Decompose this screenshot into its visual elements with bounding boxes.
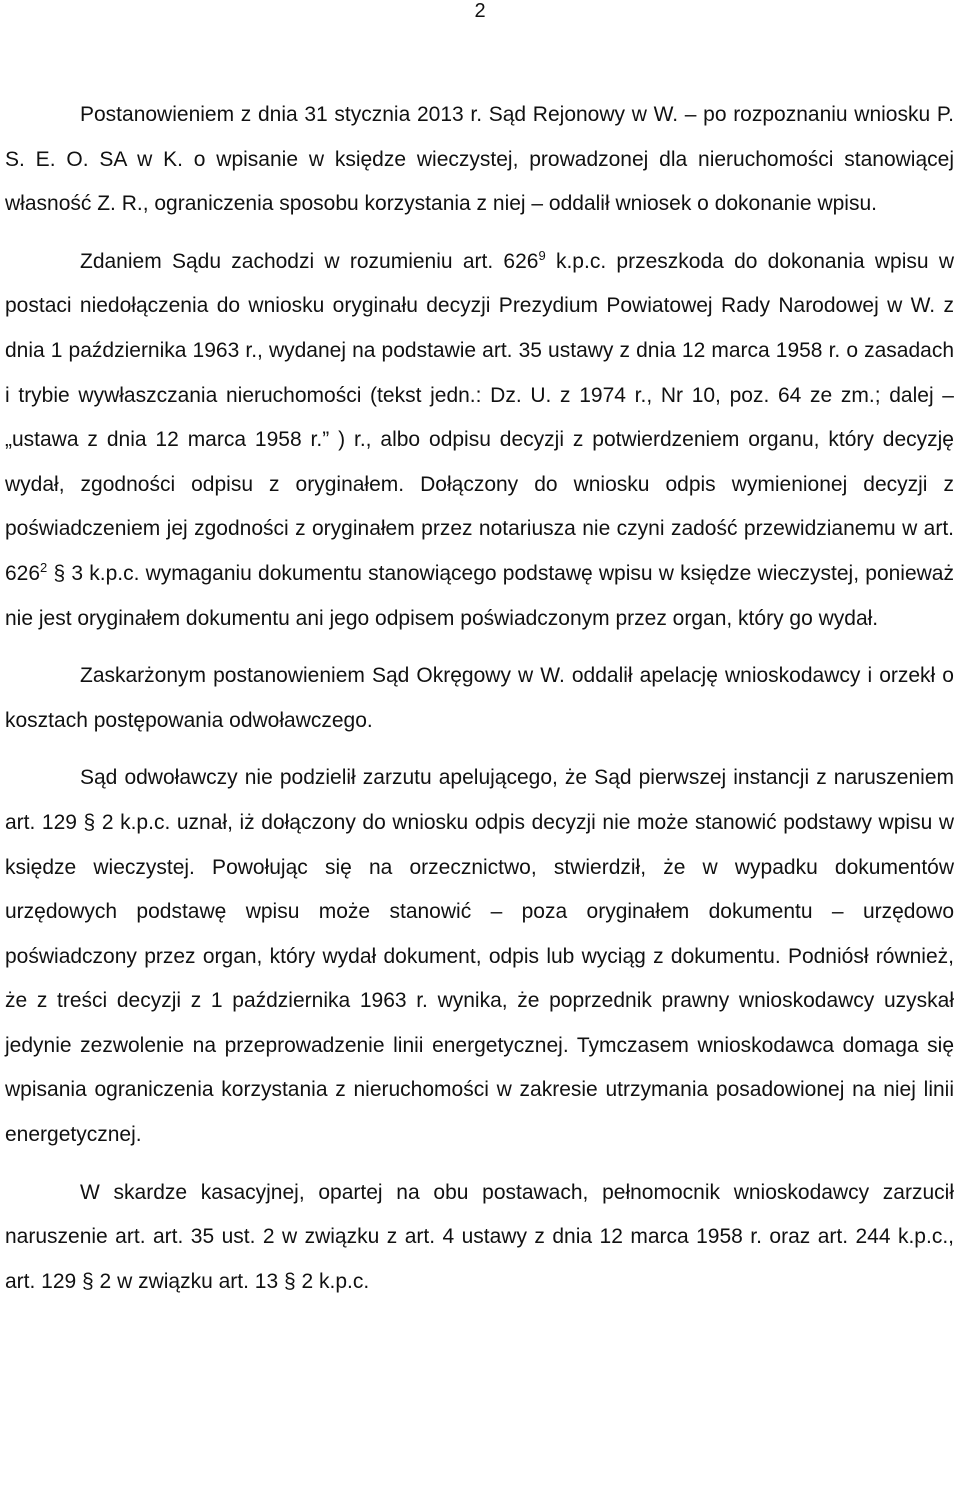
superscript-9: 9 [538,247,546,263]
superscript-2: 2 [40,559,48,575]
page-number: 2 [474,0,486,22]
paragraph-3: Zaskarżonym postanowieniem Sąd Okręgowy w W. oddalił apelację wnioskodawcy i orzekł o kosztach postępowania odwoławczego. [5,664,954,732]
paragraph-5: W skardze kasacyjnej, opartej na obu postawach, pełnomocnik wnioskodawcy zarzucił naruszenie art. art. 35 ust. 2 w związku z art. 4 ustawy z dnia 12 marca 1958 r. oraz art. 244 k.p.c., art. 129 § 2 w związku art. 13 § 2 k.p.c. [5,1180,954,1293]
paragraph-2-text-c: § 3 k.p.c. wymaganiu dokumentu stanowiącego podstawę wpisu w księdze wieczystej, ponieważ nie jest oryginałem dokumentu ani jego odpisem poświadczonym przez organ, który go wydał. [5,561,954,630]
document-body [5,93,954,1304]
paragraph-1: Postanowieniem z dnia 31 stycznia 2013 r. Sąd Rejonowy w W. – po rozpoznaniu wniosku P. S. E. O. SA w K. o wpisanie w księdze wieczystej, prowadzonej dla nieruchomości stanowiącej własność Z. R., ograniczenia sposobu korzystania z niej – oddalił wniosek o dokonanie wpisu. [5,103,954,216]
paragraph-2 [5,240,954,641]
paragraph-4: Sąd odwoławczy nie podzielił zarzutu apelującego, że Sąd pierwszej instancji z naruszeniem art. 129 § 2 k.p.c. uznał, iż dołączony do wniosku odpis decyzji nie może stanowić podstawy wpisu w księdze wieczystej. Powołując się na orzecznictwo, stwierdził, że w wypadku dokumentów urzędowych podstawę wpisu może stanowić – poza oryginałem dokumentu – urzędowo poświadczony przez organ, który wydał dokument, odpis lub wyciąg z dokumentu. Podniósł również, że z treści decyzji z 1 października 1963 r. wynika, że poprzednik prawny wnioskodawcy uzyskał jedynie zezwolenie na przeprowadzenie linii energetycznej. Tymczasem wnioskodawca domaga się wpisania ograniczenia korzystania z nieruchomości w zakresie utrzymania posadowionej na niej linii energetycznej. [5,766,954,1147]
paragraph-2-text-b: k.p.c. przeszkoda do dokonania wpisu w postaci niedołączenia do wniosku oryginału decyzji Prezydium Powiatowej Rady Narodowej w W. z dnia 1 października 1963 r., wydanej na podstawie art. 35 ustawy z dnia 12 marca 1958 r. o zasadach i trybie wywłaszczania nieruchomości (tekst jedn.: Dz. U. z 1974 r., Nr 10, poz. 64 ze zm.; dalej – „ustawa z dnia 12 marca 1958 r.” ) r., albo odpisu decyzji z potwierdzeniem organu, który decyzję wydał, zgodności odpisu z oryginałem. Dołączony do wniosku odpis wymienionej decyzji z poświadczeniem jej zgodności z oryginałem przez notariusza nie czyni zadość przewidzianemu w art. 626 [5,249,954,585]
paragraph-2-text-a: Zdaniem Sądu zachodzi w rozumieniu art. 626 [80,249,539,273]
